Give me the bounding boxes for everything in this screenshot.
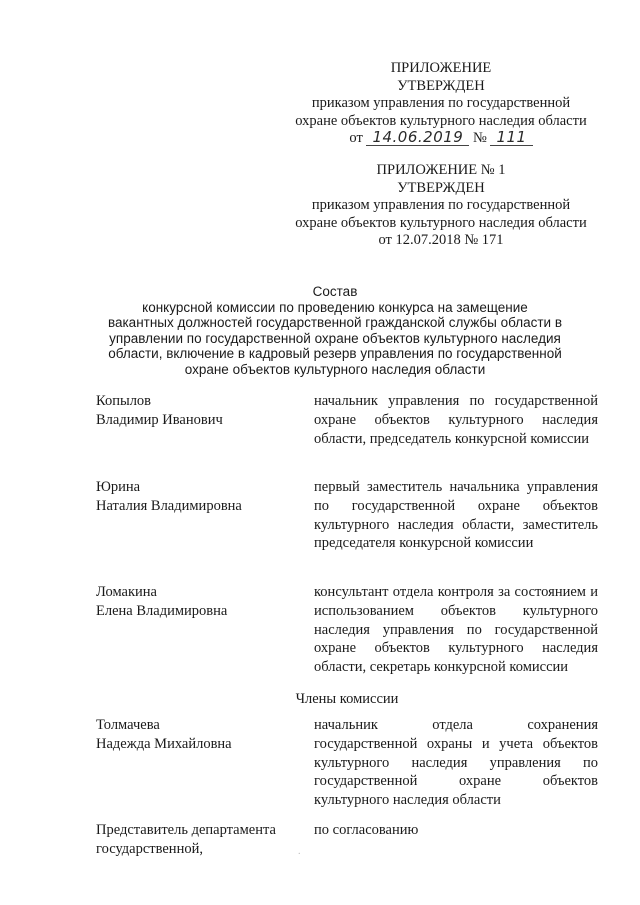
member-name	[96, 478, 301, 516]
approval-1-order-line2: охране объектов культурного наследия области	[295, 112, 587, 129]
commission-members-heading: Члены комиссии	[295, 691, 399, 707]
member-name	[96, 716, 301, 754]
approval-block-2	[285, 162, 597, 250]
member-position: начальник управления по государственной охране объектов культурного наследия области, председатель конкурсной комиссии	[314, 393, 598, 447]
approval-block-1	[285, 60, 597, 148]
approval-1-heading: ПРИЛОЖЕНИЕ	[390, 60, 492, 76]
document-title	[95, 284, 575, 377]
approval-1-number-prefix: №	[472, 130, 487, 146]
approval-2-date-number: от 12.07.2018 № 171	[378, 232, 504, 248]
approval-1-approved: УТВЕРЖДЕН	[397, 77, 485, 94]
approval-1-date-number-line	[285, 130, 597, 148]
member-given-names: Владимир Иванович	[96, 411, 223, 428]
approval-1-handwritten-date: 14.06.2019	[366, 130, 469, 146]
title-line-3: вакантных должностей государственной гражданской службы области в	[107, 315, 563, 330]
approval-1-order-line1: приказом управления по государственной	[311, 95, 571, 111]
member-given-names: Надежда Михайловна	[96, 735, 232, 752]
member-surname: Копылов	[96, 393, 152, 409]
member-position: начальник отдела сохранения государственной охраны и учета объектов культурного наследия управления по государственной охране объектов культурного наследия области	[314, 717, 598, 809]
member-name	[96, 392, 301, 430]
title-line-4: управлении по государственной охране объектов культурного наследия	[109, 330, 561, 346]
title-line-6: охране объектов культурного наследия области	[184, 361, 486, 377]
member-position: первый заместитель начальника управления по государственной охране объектов культурного наследия области, заместитель председателя конкурсной комиссии	[314, 479, 598, 552]
scan-speck: .	[298, 846, 301, 857]
member-given-names: Наталия Владимировна	[96, 497, 242, 514]
member-name	[96, 583, 301, 621]
approval-2-order-line1: приказом управления по государственной	[311, 197, 571, 213]
approval-1-date-prefix: от	[349, 130, 363, 146]
approval-2-approved: УТВЕРЖДЕН	[397, 179, 485, 196]
member-surname: Представитель департамента	[96, 822, 276, 838]
title-line-2: конкурсной комиссии по проведению конкурса на замещение	[142, 299, 528, 315]
approval-2-heading: ПРИЛОЖЕНИЕ № 1	[376, 162, 506, 178]
member-given-names: Елена Владимировна	[96, 602, 228, 619]
title-line-5: области, включение в кадровый резерв управления по государственной	[108, 346, 562, 361]
member-surname: Толмачева	[96, 717, 160, 733]
approval-2-order-line2: охране объектов культурного наследия области	[295, 214, 587, 231]
member-surname: Юрина	[96, 479, 141, 495]
member-given-names: государственной,	[96, 840, 203, 857]
member-position: по согласованию	[314, 822, 419, 838]
title-line-1: Состав	[312, 284, 358, 299]
approval-1-handwritten-number: 111	[490, 130, 532, 146]
member-surname: Ломакина	[96, 584, 157, 600]
member-position: консультант отдела контроля за состоянием и использованием объектов культурного наследия управления по государственной охране объектов культурного наследия области, секретарь конкурсной комиссии	[314, 584, 598, 676]
member-name	[96, 821, 301, 859]
